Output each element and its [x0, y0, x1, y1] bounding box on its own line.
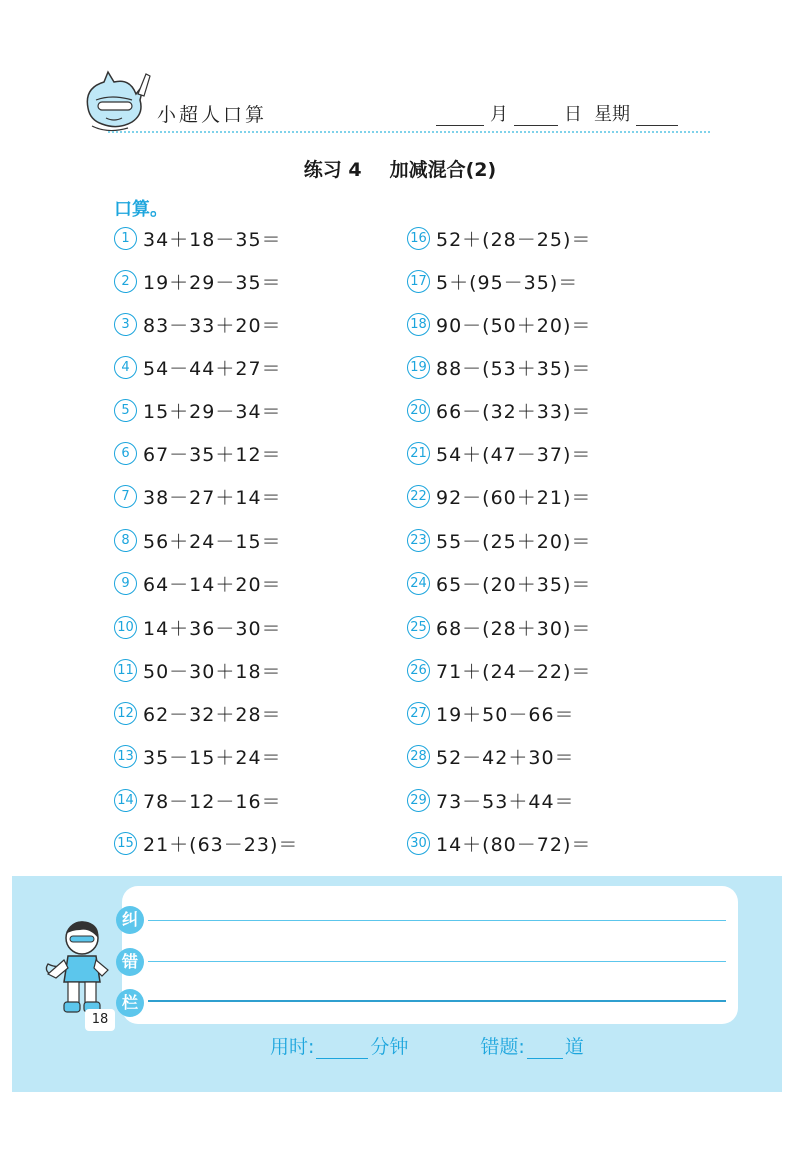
- problem-item: [407, 657, 591, 687]
- problem-number: 21: [407, 442, 430, 465]
- problem-item: [114, 657, 282, 687]
- time-blank[interactable]: [316, 1036, 368, 1059]
- correction-char-3: 栏: [116, 989, 144, 1017]
- problem-number: 12: [114, 702, 137, 725]
- problem-expression: 71＋(24－22)＝: [436, 661, 592, 683]
- problem-number: 6: [114, 442, 137, 465]
- problem-expression: 19＋50－66＝: [436, 704, 575, 726]
- problem-item: [407, 440, 591, 470]
- problem-item: [114, 570, 282, 600]
- problem-number: 15: [114, 832, 137, 855]
- correction-panel: [12, 876, 782, 1092]
- problem-item: [407, 268, 578, 298]
- problem-number: 24: [407, 572, 430, 595]
- weekday-label: 星期: [594, 104, 630, 125]
- problem-expression: 52＋(28－25)＝: [436, 229, 592, 251]
- time-unit: 分钟: [370, 1036, 409, 1058]
- superhero-mascot-icon: [42, 916, 118, 1016]
- problem-expression: 54＋(47－37)＝: [436, 444, 592, 466]
- footer-stats: [270, 1032, 584, 1059]
- problem-number: 18: [407, 313, 430, 336]
- page-number: 18: [85, 1009, 115, 1031]
- problem-item: [114, 483, 282, 513]
- problem-number: 29: [407, 789, 430, 812]
- problem-number: 27: [407, 702, 430, 725]
- problem-item: [407, 354, 591, 384]
- problem-item: [407, 527, 591, 557]
- problem-item: [114, 311, 282, 341]
- lesson-title: [0, 155, 800, 182]
- problem-item: [407, 830, 591, 860]
- brand-title: 小超人口算: [157, 104, 268, 126]
- practice-number: 练习 4: [303, 159, 362, 181]
- problem-number: 3: [114, 313, 137, 336]
- problem-number: 11: [114, 659, 137, 682]
- date-line: [436, 100, 678, 126]
- problem-item: [114, 830, 298, 860]
- correction-card: [122, 886, 738, 1024]
- header-divider: [108, 131, 710, 133]
- problem-expression: 90－(50＋20)＝: [436, 315, 592, 337]
- correction-write-line[interactable]: [148, 920, 726, 921]
- problem-item: [407, 614, 591, 644]
- day-label: 日: [564, 104, 582, 125]
- problem-number: 2: [114, 270, 137, 293]
- correction-char-1: 纠: [116, 906, 144, 934]
- problem-item: [407, 311, 591, 341]
- correction-char-2: 错: [116, 948, 144, 976]
- month-blank[interactable]: [436, 103, 484, 126]
- problem-number: 22: [407, 485, 430, 508]
- problem-expression: 56＋24－15＝: [143, 531, 282, 553]
- problem-expression: 73－53＋44＝: [436, 791, 575, 813]
- problem-item: [407, 225, 591, 255]
- problem-expression: 78－12－16＝: [143, 791, 282, 813]
- problem-expression: 64－14＋20＝: [143, 574, 282, 596]
- problem-number: 10: [114, 616, 137, 639]
- problem-expression: 21＋(63－23)＝: [143, 834, 299, 856]
- problem-expression: 35－15＋24＝: [143, 747, 282, 769]
- problem-expression: 34＋18－35＝: [143, 229, 282, 251]
- problem-expression: 19＋29－35＝: [143, 272, 282, 294]
- problem-number: 20: [407, 399, 430, 422]
- problem-expression: 83－33＋20＝: [143, 315, 282, 337]
- problem-expression: 62－32＋28＝: [143, 704, 282, 726]
- problem-number: 4: [114, 356, 137, 379]
- section-title: 口算。: [114, 199, 168, 220]
- problem-item: [114, 614, 282, 644]
- problem-item: [114, 354, 282, 384]
- errors-unit: 道: [564, 1036, 584, 1058]
- problem-expression: 88－(53＋35)＝: [436, 358, 592, 380]
- problem-item: [407, 700, 575, 730]
- month-label: 月: [490, 104, 508, 125]
- problem-expression: 52－42＋30＝: [436, 747, 575, 769]
- problem-number: 19: [407, 356, 430, 379]
- problem-item: [407, 483, 591, 513]
- day-blank[interactable]: [514, 103, 558, 126]
- lesson-topic: 加减混合(2): [389, 159, 497, 181]
- problem-number: 25: [407, 616, 430, 639]
- errors-label: 错题:: [480, 1036, 525, 1058]
- time-label: 用时:: [270, 1036, 315, 1058]
- problem-item: [114, 787, 282, 817]
- problem-expression: 92－(60＋21)＝: [436, 487, 592, 509]
- problem-number: 5: [114, 399, 137, 422]
- problem-item: [114, 397, 282, 427]
- problem-item: [407, 787, 575, 817]
- problem-expression: 50－30＋18＝: [143, 661, 282, 683]
- problem-number: 1: [114, 227, 137, 250]
- problem-number: 16: [407, 227, 430, 250]
- problem-expression: 55－(25＋20)＝: [436, 531, 592, 553]
- problem-expression: 66－(32＋33)＝: [436, 401, 592, 423]
- problem-item: [114, 700, 282, 730]
- problem-expression: 14＋36－30＝: [143, 618, 282, 640]
- problem-item: [114, 225, 282, 255]
- problem-number: 13: [114, 745, 137, 768]
- problem-expression: 67－35＋12＝: [143, 444, 282, 466]
- problem-item: [407, 743, 575, 773]
- problem-item: [407, 570, 591, 600]
- problem-expression: 38－27＋14＝: [143, 487, 282, 509]
- problem-expression: 65－(20＋35)＝: [436, 574, 592, 596]
- problem-expression: 54－44＋27＝: [143, 358, 282, 380]
- problem-item: [407, 397, 591, 427]
- problem-expression: 14＋(80－72)＝: [436, 834, 592, 856]
- errors-blank[interactable]: [527, 1036, 563, 1059]
- mascot-head-icon: [78, 70, 158, 136]
- problem-expression: 15＋29－34＝: [143, 401, 282, 423]
- problem-number: 26: [407, 659, 430, 682]
- problem-number: 17: [407, 270, 430, 293]
- problem-number: 23: [407, 529, 430, 552]
- problem-number: 8: [114, 529, 137, 552]
- problem-item: [114, 440, 282, 470]
- problem-number: 14: [114, 789, 137, 812]
- problem-number: 30: [407, 832, 430, 855]
- problem-item: [114, 743, 282, 773]
- correction-write-line[interactable]: [148, 961, 726, 962]
- problem-number: 28: [407, 745, 430, 768]
- problem-item: [114, 527, 282, 557]
- problem-expression: 5＋(95－35)＝: [436, 272, 579, 294]
- problem-expression: 68－(28＋30)＝: [436, 618, 592, 640]
- problem-number: 9: [114, 572, 137, 595]
- correction-write-line[interactable]: [148, 1000, 726, 1002]
- weekday-blank[interactable]: [636, 103, 678, 126]
- problem-number: 7: [114, 485, 137, 508]
- problem-item: [114, 268, 282, 298]
